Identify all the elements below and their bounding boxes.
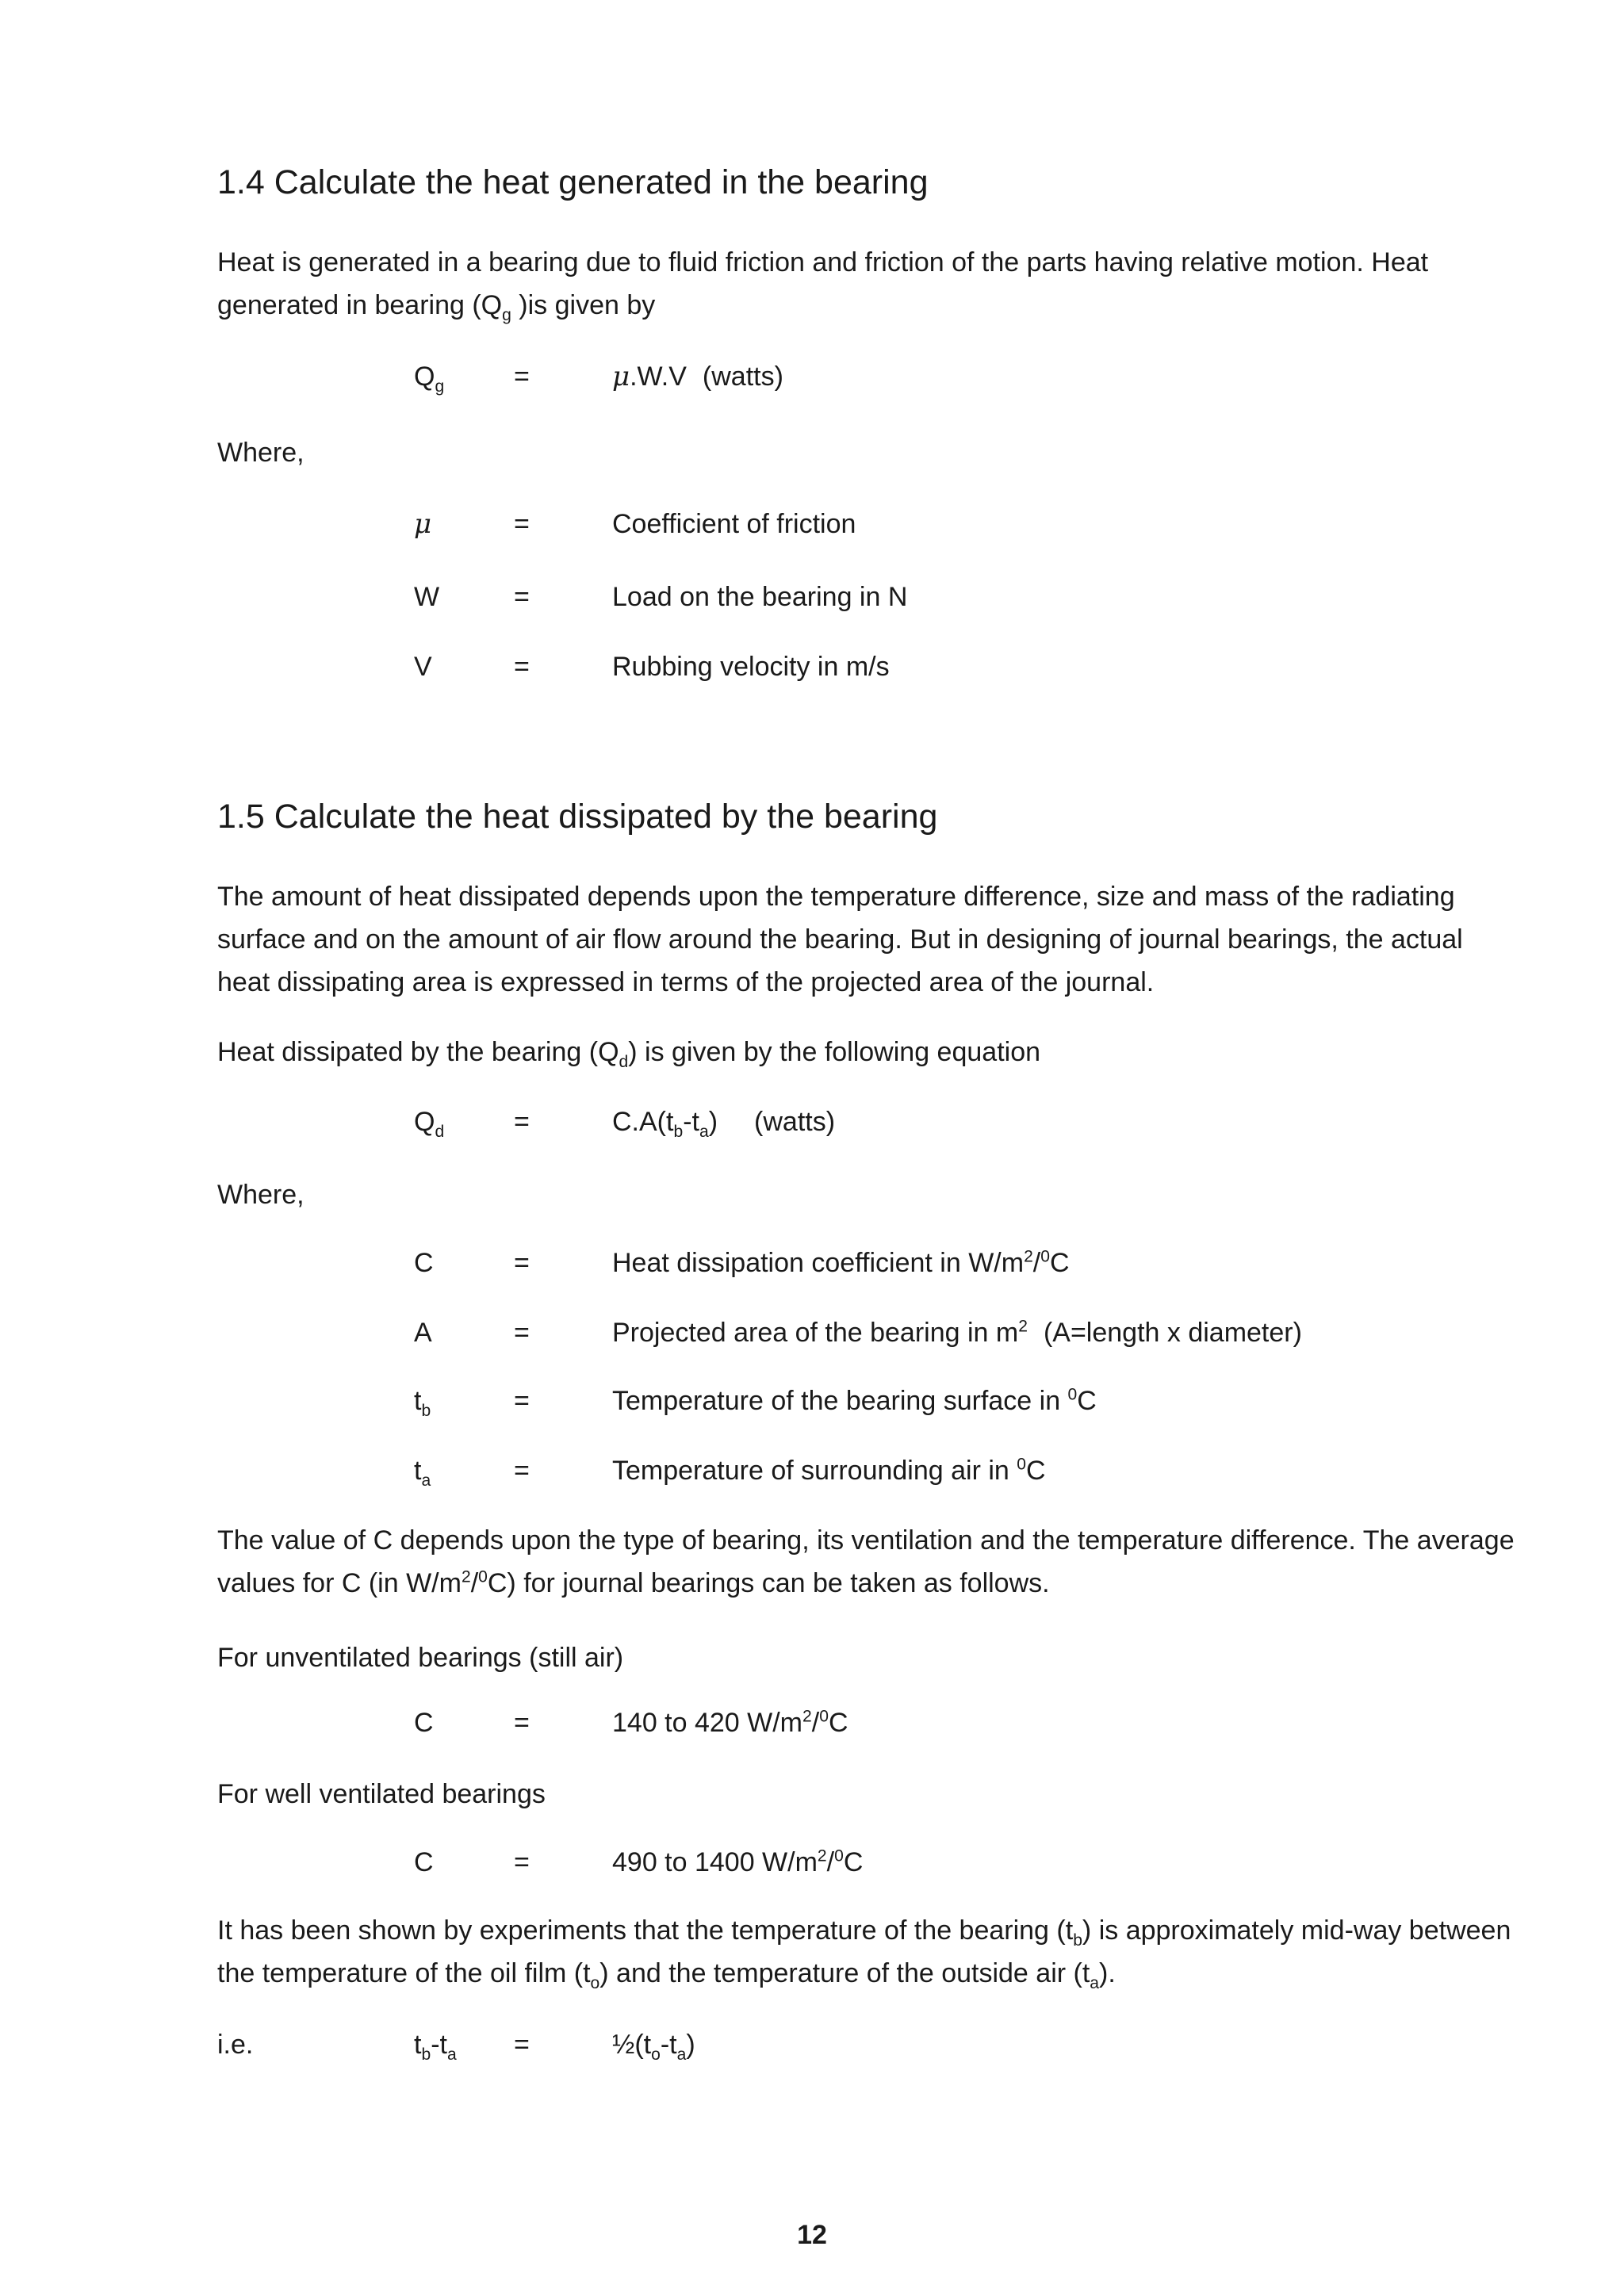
definition-text: Rubbing velocity in m/s [612, 652, 890, 682]
equals-sign: = [514, 1386, 530, 1416]
equation-rhs: $\frac{1}{2}(t_o-t_a)$ [612, 2030, 695, 2064]
section-1-5-para3: The value of C depends upon the type of bearing, its ventilation and the temperature difference. The average values for C (in $W/m^2/^0C$) for journal bearings can be taken as follows. [217, 1525, 1515, 1598]
definition-text: Projected area of the bearing in $m^2$ (A=length x diameter) [612, 1317, 1302, 1348]
section-1-4-intro: Heat is generated in a bearing due to fluid friction and friction of the parts having relative motion. Heat generated in bearing ($Q_g$ )is given by [217, 247, 1429, 324]
ie-equation [0, 2023, 1624, 2066]
definition-row [0, 1311, 1624, 1354]
equation-lhs: C [414, 1847, 434, 1877]
section-1-5-para2: Heat dissipated by the bearing $(Q_d)$ is given by the following equation [217, 1037, 1041, 1071]
equation-rhs: 140 to 420 $W/m^2/^0C$ [612, 1707, 848, 1738]
equation-rhs: μ.W.V (watts) [612, 361, 783, 392]
where-label: Where, [217, 438, 304, 468]
ventilated-label: For well ventilated bearings [217, 1779, 546, 1809]
equation-unit: (watts) [702, 362, 783, 392]
equals-sign: = [514, 1847, 530, 1877]
heat-dissipated-equation [0, 1100, 1624, 1143]
definition-row [0, 503, 1624, 545]
ie-label: i.e. [217, 2030, 254, 2060]
definition-text: Temperature of surrounding air in $^0$C [612, 1455, 1046, 1486]
equals-sign: = [514, 652, 530, 682]
unventilated-label: For unventilated bearings (still air) [217, 1643, 624, 1673]
definition-symbol: V [414, 652, 432, 682]
where-label: Where, [217, 1180, 304, 1210]
definition-text: Temperature of the bearing surface in $^0$C [612, 1385, 1097, 1416]
definition-symbol: W [414, 582, 440, 612]
equation-unit: (watts) [754, 1107, 836, 1137]
equals-sign: = [514, 1456, 530, 1486]
equation-lhs: C [414, 1708, 434, 1738]
heat-generated-equation [0, 355, 1624, 398]
section-heading-1-5: 1.5 Calculate the heat dissipated by the bearing [217, 798, 938, 836]
equation-rhs: $C.A(t_b-t_a)$ (watts) [612, 1107, 836, 1141]
equation-lhs: $Q_g$ [414, 362, 445, 396]
equation-lhs: $Q_d$ [414, 1107, 445, 1141]
definition-row [0, 1380, 1624, 1422]
ventilated-equation [0, 1841, 1624, 1884]
equals-sign: = [514, 1107, 530, 1137]
definition-row [0, 645, 1624, 688]
section-1-5-para4: It has been shown by experiments that the temperature of the bearing $(t_b)$ is approximately mid-way between the temperature of the oil film $(t_o)$ and the temperature of the outside air $(t_a)$. [217, 1915, 1511, 1992]
definition-row [0, 1242, 1624, 1284]
definition-text: Load on the bearing in N [612, 582, 908, 612]
definition-symbol: $t_b$ [414, 1386, 431, 1420]
equals-sign: = [514, 1248, 530, 1278]
equation-lhs: $t_b-t_a$ [414, 2030, 457, 2064]
section-1-5-para1: The amount of heat dissipated depends upon the temperature difference, size and mass of the radiating surface and on the amount of air flow around the bearing. But in designing of journal bearings, the actual heat dissipating area is expressed in terms of the projected area of the journal. [217, 882, 1463, 997]
equals-sign: = [514, 1708, 530, 1738]
equals-sign: = [514, 2030, 530, 2060]
page-number: 12 [797, 2220, 827, 2250]
definition-symbol: $t_a$ [414, 1456, 431, 1490]
definition-text: Heat dissipation coefficient in $W/m^2/^0C$ [612, 1247, 1070, 1278]
unventilated-equation [0, 1701, 1624, 1744]
definition-symbol: μ [414, 508, 432, 540]
definition-symbol: C [414, 1248, 434, 1278]
definition-row [0, 576, 1624, 618]
definition-symbol: A [414, 1318, 432, 1348]
equals-sign: = [514, 1318, 530, 1348]
equation-rhs: 490 to 1400 $W/m^2/^0C$ [612, 1846, 864, 1877]
definition-text: Coefficient of friction [612, 509, 856, 539]
equals-sign: = [514, 362, 530, 392]
equals-sign: = [514, 509, 530, 539]
definition-row [0, 1449, 1624, 1492]
mu-symbol: μ [612, 361, 630, 392]
section-heading-1-4: 1.4 Calculate the heat generated in the bearing [217, 163, 929, 201]
equals-sign: = [514, 582, 530, 612]
